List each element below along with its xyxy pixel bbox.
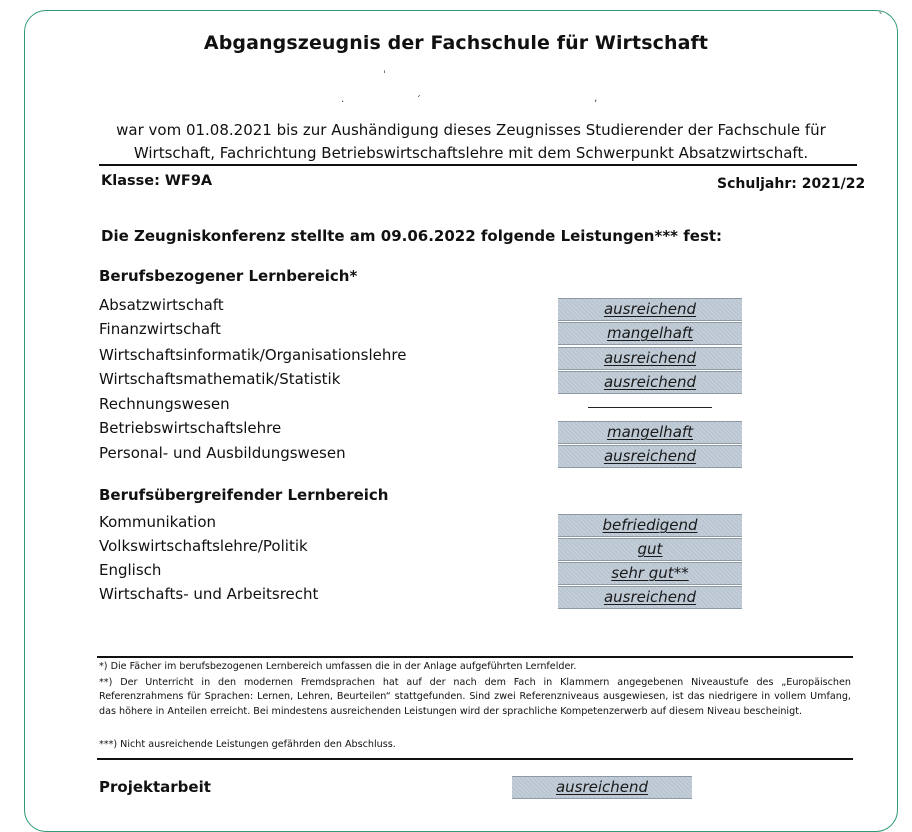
grade-value: mangelhaft bbox=[606, 423, 694, 441]
grade-field bbox=[558, 586, 742, 609]
intro-line-1: war vom 01.08.2021 bis zur Aushändigung dieses Zeugnisses Studierender der Fachschule für bbox=[116, 121, 826, 139]
grade-value: ausreichend bbox=[603, 588, 697, 606]
scan-speck: · bbox=[341, 97, 345, 108]
footnote-divider-bottom bbox=[97, 758, 853, 760]
subject-kommunikation: Kommunikation bbox=[99, 513, 217, 531]
footnote-3: ***) Nicht ausreichende Leistungen gefährden den Abschluss. bbox=[99, 739, 396, 750]
grade-field bbox=[558, 347, 742, 370]
scan-speck: ʼ bbox=[594, 99, 598, 110]
section-heading-general: Berufsübergreifender Lernbereich bbox=[99, 486, 389, 504]
grade-value: sehr gut** bbox=[611, 564, 689, 582]
scan-speck: ˈ bbox=[383, 70, 386, 81]
footnote-1: *) Die Fächer im berufsbezogenen Lernbereich umfassen die in der Anlage aufgeführten Lernfelder. bbox=[99, 661, 577, 672]
grade-value: ausreichend bbox=[603, 373, 697, 391]
grade-value: gut bbox=[637, 540, 663, 558]
grade-value: ausreichend bbox=[555, 778, 649, 796]
document-title: Abgangszeugnis der Fachschule für Wirtschaft bbox=[203, 32, 709, 54]
school-year-label: Schuljahr: 2021/22 bbox=[717, 176, 866, 192]
section-heading-vocational: Berufsbezogener Lernbereich* bbox=[99, 267, 358, 285]
subject-wirtschaftsinformatik: Wirtschaftsinformatik/Organisationslehre bbox=[99, 346, 407, 364]
grade-field bbox=[558, 445, 742, 468]
footnote-divider-top bbox=[97, 656, 853, 658]
subject-betriebswirtschaftslehre: Betriebswirtschaftslehre bbox=[99, 419, 282, 437]
grade-field bbox=[558, 538, 742, 561]
subject-wirtschaftsmathematik: Wirtschaftsmathematik/Statistik bbox=[99, 370, 341, 388]
scan-speck: ˊ bbox=[416, 95, 421, 106]
subject-rechnungswesen: Rechnungswesen bbox=[99, 395, 230, 413]
subject-finanzwirtschaft: Finanzwirtschaft bbox=[99, 320, 221, 338]
subject-volkswirtschaftslehre: Volkswirtschaftslehre/Politik bbox=[99, 537, 308, 555]
subject-arbeitsrecht: Wirtschafts- und Arbeitsrecht bbox=[99, 585, 319, 603]
grade-field bbox=[558, 562, 742, 585]
intro-line-2: Wirtschaft, Fachrichtung Betriebswirtschaftslehre mit dem Schwerpunkt Absatzwirtschaft. bbox=[133, 144, 809, 162]
footnote-2: **) Der Unterricht in den modernen Fremdsprachen hat auf der nach dem Fach in Klammern angegebenen Niveaustufe des „Europäischen Referenzrahmens für Sprachen: Lernen, Lehren, Beurteilen“ stattgefunden. Sind zwei Referenzniveaus ausgewiesen, ist das niedrigere in vollem Umfang, das höhere in Anteilen erreicht. Bei mindestens ausreichenden Leistungen wird der sprachliche Kompetenzerwerb auf diesem Niveau bescheinigt. bbox=[99, 677, 851, 717]
class-label: Klasse: WF9A bbox=[101, 173, 213, 189]
grade-field bbox=[558, 298, 742, 321]
grade-value: ausreichend bbox=[603, 349, 697, 367]
project-work-label: Projektarbeit bbox=[99, 778, 211, 796]
grade-field-empty bbox=[558, 396, 742, 417]
grade-value: mangelhaft bbox=[606, 324, 694, 342]
grade-field bbox=[558, 514, 742, 537]
header-divider bbox=[99, 164, 857, 166]
grade-field bbox=[558, 322, 742, 345]
scan-mark: ˎ bbox=[878, 0, 884, 14]
subject-personalwesen: Personal- und Ausbildungswesen bbox=[99, 444, 346, 462]
grade-value: ausreichend bbox=[603, 447, 697, 465]
intro-text bbox=[100, 119, 842, 165]
subject-absatzwirtschaft: Absatzwirtschaft bbox=[99, 296, 224, 314]
subject-englisch: Englisch bbox=[99, 561, 162, 579]
project-grade-field bbox=[512, 776, 692, 799]
conference-statement: Die Zeugniskonferenz stellte am 09.06.2022 folgende Leistungen*** fest: bbox=[101, 227, 723, 245]
grade-field bbox=[558, 421, 742, 444]
grade-value: ausreichend bbox=[603, 300, 697, 318]
grade-dash bbox=[588, 407, 712, 408]
grade-field bbox=[558, 371, 742, 394]
grade-value: befriedigend bbox=[602, 516, 698, 534]
